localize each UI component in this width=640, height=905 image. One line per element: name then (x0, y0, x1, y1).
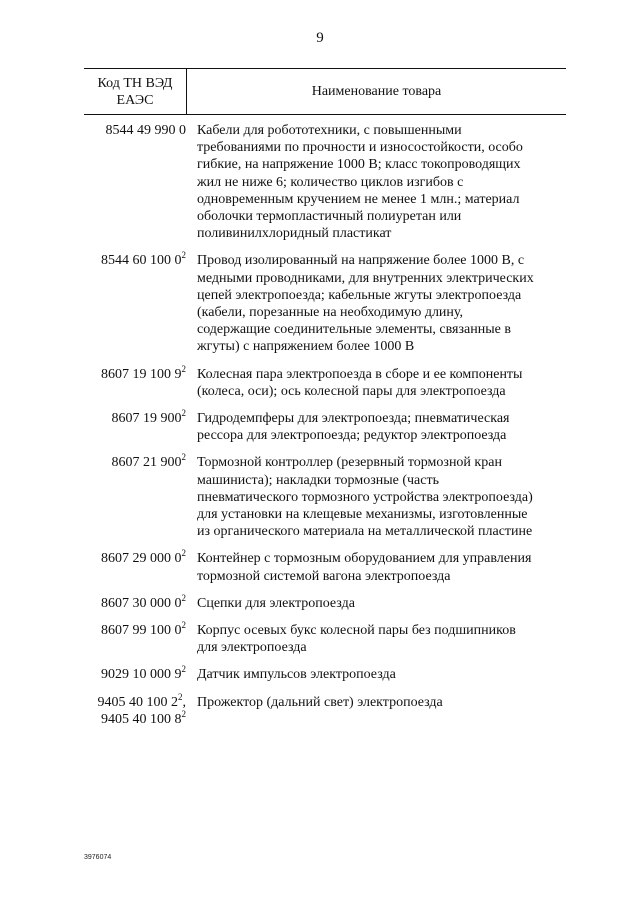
header-code-line: Код ТН ВЭД (97, 75, 173, 91)
footnote-marker: 2 (178, 691, 183, 702)
product-name-line: цепей электропоезда; кабельные жгуты электропоезда (197, 287, 522, 303)
code-number: 8607 19 900 (111, 411, 182, 427)
product-name-line: Тормозной контроллер (резервный тормозной кран (197, 455, 502, 471)
code-number: 8607 30 000 0 (101, 595, 182, 611)
goods-table (84, 113, 566, 728)
table-row (84, 622, 566, 656)
tn-ved-code-cell (84, 410, 186, 444)
product-name-line: Датчик импульсов электропоезда (197, 667, 396, 683)
header-code-line: ЕАЭС (116, 92, 154, 108)
product-name-line: содержащие соединительные элементы, связанные в (197, 322, 511, 338)
footnote-marker: 2 (181, 708, 186, 719)
tn-ved-code-cell (84, 363, 186, 400)
product-name-line: Прожектор (дальний свет) электропоезда (197, 694, 443, 710)
tn-ved-code (84, 363, 186, 383)
product-name-cell (197, 595, 566, 612)
tn-ved-code-cell (84, 252, 186, 355)
footnote-marker: 2 (181, 363, 186, 374)
product-name-line: (колеса, оси); ось колесной пары для электропоезда (197, 383, 506, 399)
product-name-cell (197, 410, 566, 444)
code-separator: , (182, 694, 186, 710)
footnote-marker: 2 (181, 592, 186, 603)
table-row (84, 454, 566, 540)
code-number: 8607 29 000 0 (101, 551, 182, 567)
table-row (84, 666, 566, 683)
product-name-cell (197, 122, 566, 242)
footnote-marker: 2 (181, 408, 186, 419)
product-name-line: Контейнер с тормозным оборудованием для управления (197, 551, 532, 567)
code-number: 8607 21 900 (111, 455, 182, 471)
page-number: 9 (316, 30, 324, 46)
tn-ved-code (84, 454, 186, 471)
table-row (84, 252, 566, 355)
product-name-line: машиниста); накладки тормозные (часть (197, 472, 439, 488)
table-row (84, 363, 566, 400)
table-row (84, 122, 566, 242)
product-name-line: одновременным кручением не менее 1 млн.; материал (197, 191, 520, 207)
tn-ved-code-cell (84, 666, 186, 683)
table-row (84, 691, 566, 728)
footnote-marker: 2 (181, 452, 186, 463)
product-name-line: гибкие, на напряжение 1000 В; класс токопроводящих (197, 157, 521, 173)
footnote-marker: 2 (181, 548, 186, 559)
code-number: 8607 99 100 0 (101, 623, 182, 639)
product-name-line: оболочки термопластичный полиуретан или (197, 209, 462, 225)
product-name-line: жил не ниже 6; количество циклов изгибов с (197, 174, 464, 190)
tn-ved-code (84, 708, 186, 728)
product-name-line: Кабели для робототехники, с повышенными (197, 123, 462, 138)
footnote-marker: 2 (181, 664, 186, 675)
product-name-line: для электропоезда (197, 640, 307, 656)
code-number: 8607 19 100 9 (101, 366, 182, 382)
tn-ved-code (84, 122, 186, 139)
table-header (84, 68, 566, 115)
product-name-line: требованиями по прочности и износостойкости, особо (197, 140, 523, 156)
footnote-marker: 2 (181, 620, 186, 631)
tn-ved-code-cell (84, 454, 186, 540)
product-name-line: жгуты) с напряжением более 1000 В (197, 339, 415, 355)
product-name-line: Колесная пара электропоезда в сборе и ее компоненты (197, 366, 523, 382)
product-name-cell (197, 550, 566, 584)
tn-ved-code-cell (84, 622, 186, 656)
product-name-cell (197, 622, 566, 656)
product-name-line: для установки на клещевые механизмы, изготовленные (197, 507, 528, 523)
tn-ved-code-cell (84, 592, 186, 612)
product-name-line: (кабели, порезанные на необходимую длину, (197, 305, 464, 321)
product-name-cell (197, 252, 566, 355)
table-row (84, 550, 566, 584)
header-name-column: Наименование товара (311, 83, 442, 99)
tn-ved-code (84, 622, 186, 639)
product-name-cell (197, 666, 566, 683)
code-number: 9405 40 100 8 (101, 711, 182, 727)
tn-ved-code (84, 410, 186, 427)
product-name-line: Гидродемпферы для электропоезда; пневматическая (197, 411, 510, 427)
table-row (84, 592, 566, 612)
footnote-marker: 2 (181, 250, 186, 261)
tn-ved-code-cell (84, 691, 186, 728)
product-name-line: пневматического тормозного устройства электропоезда) (197, 489, 533, 505)
tn-ved-code-cell (84, 550, 186, 584)
table-row (84, 410, 566, 444)
product-name-cell (197, 454, 566, 540)
document-id: 3976074 (84, 854, 112, 861)
header-code-column (84, 69, 187, 114)
code-number: 8544 49 990 0 (105, 123, 186, 138)
code-number: 8544 60 100 0 (101, 253, 182, 269)
product-name-line: тормозной системой вагона электропоезда (197, 568, 451, 584)
tn-ved-code (84, 592, 186, 612)
tn-ved-code (84, 691, 186, 711)
product-name-line: Провод изолированный на напряжение более 1000 В, с (197, 253, 525, 269)
tn-ved-code (84, 252, 186, 269)
product-name-line: Корпус осевых букс колесной пары без подшипников (197, 623, 516, 639)
product-name-cell (197, 694, 566, 728)
tn-ved-code (84, 550, 186, 567)
tn-ved-code-cell (84, 122, 186, 242)
product-name-line: поливинилхлоридный пластикат (197, 226, 392, 242)
code-number: 9029 10 000 9 (101, 667, 182, 683)
product-name-line: рессора для электропоезда; редуктор электропоезда (197, 428, 507, 444)
product-name-line: Сцепки для электропоезда (197, 595, 355, 611)
tn-ved-code (84, 666, 186, 683)
product-name-cell (197, 366, 566, 400)
code-number: 9405 40 100 2 (97, 694, 178, 710)
product-name-line: из органического материала на металлической пластине (197, 524, 533, 540)
product-name-line: медными проводниками, для внутренних электрических (197, 270, 534, 286)
